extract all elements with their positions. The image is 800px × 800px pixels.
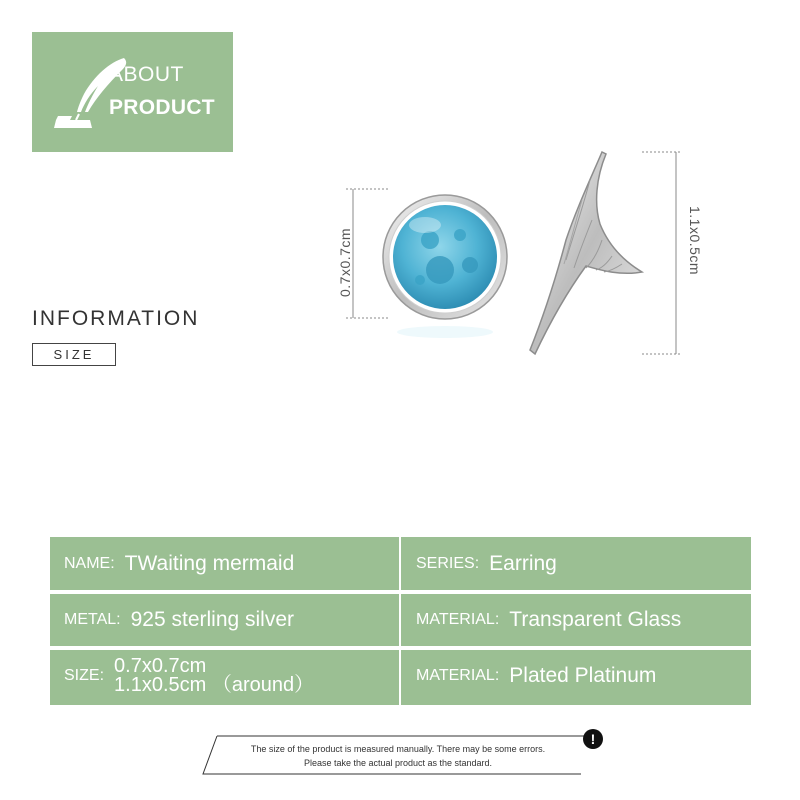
spec-value: 925 sterling silver <box>130 608 295 631</box>
spec-value: Transparent Glass <box>509 608 682 631</box>
spec-material-glass <box>416 595 681 645</box>
notice-line-1: The size of the product is measured manually. There may be some errors. <box>250 744 546 754</box>
spec-label: NAME: <box>64 555 115 572</box>
size-line-2: 1.1x0.5cm （around） <box>114 674 315 696</box>
spec-value <box>114 657 314 695</box>
table-divider-row2 <box>50 646 751 650</box>
table-divider-row1 <box>50 590 751 594</box>
spec-label: SIZE: <box>64 667 105 684</box>
spec-label: MATERIAL: <box>416 611 500 628</box>
spec-value: Plated Platinum <box>509 664 657 687</box>
spec-label: SERIES: <box>416 555 480 572</box>
spec-series <box>416 539 557 589</box>
notice-line-2: Please take the actual product as the standard. <box>303 758 493 768</box>
size-tag: SIZE <box>32 343 116 366</box>
left-dimension-text: 0.7x0.7cm <box>337 227 353 297</box>
product-label: PRODUCT <box>109 96 215 119</box>
spec-value: Earring <box>489 552 557 575</box>
spec-size <box>64 651 314 701</box>
spec-table <box>50 537 751 705</box>
spec-label: MATERIAL: <box>416 667 500 684</box>
spec-name <box>64 539 294 589</box>
spec-metal <box>64 595 294 645</box>
right-dimension-text: 1.1x0.5cm <box>687 206 703 276</box>
mermaid-tail-earring <box>530 152 642 354</box>
right-dimension-marker <box>642 152 682 354</box>
exclamation-icon: ! <box>583 729 603 749</box>
table-divider-vertical <box>399 537 401 705</box>
spec-material-plating <box>416 651 656 701</box>
spec-label: METAL: <box>64 611 121 628</box>
glass-stud-earring <box>383 195 507 338</box>
information-heading: INFORMATION <box>32 307 200 330</box>
about-label: ABOUT <box>109 63 184 86</box>
size-line-1: 0.7x0.7cm <box>114 655 207 677</box>
notice-text <box>228 742 568 770</box>
spec-value: TWaiting mermaid <box>124 552 295 575</box>
product-illustration <box>320 140 703 390</box>
about-product-banner <box>32 32 233 152</box>
